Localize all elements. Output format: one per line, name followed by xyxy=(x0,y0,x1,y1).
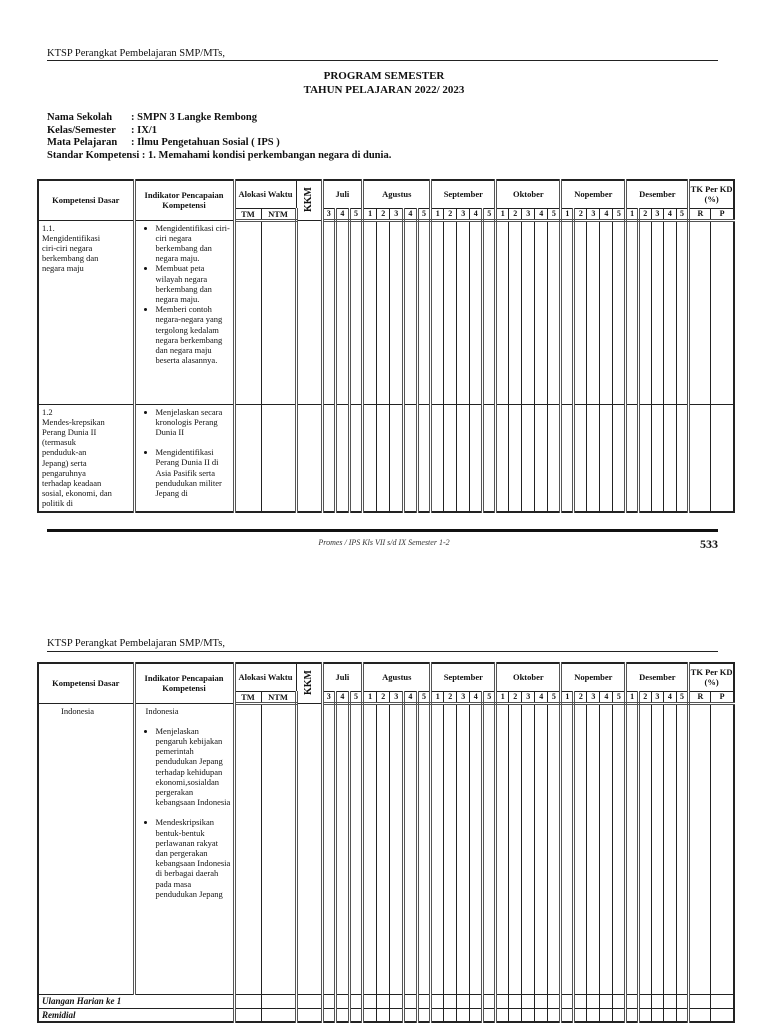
header-p: P xyxy=(711,691,734,703)
week-okt-4: 4 xyxy=(535,208,548,220)
week-sep-3: 3 xyxy=(457,208,470,220)
footer-rule xyxy=(47,529,718,532)
week-des-4: 4 xyxy=(664,691,677,703)
kd-cell: 1.1.Mengidentifikasi ciri-ciri negara berkembang dan negara maju xyxy=(38,220,134,404)
week-nop-1: 1 xyxy=(561,208,574,220)
week-des-3: 3 xyxy=(651,691,664,703)
week-okt-4: 4 xyxy=(535,691,548,703)
week-nop-1: 1 xyxy=(561,691,574,703)
header-p: P xyxy=(711,208,734,220)
running-head-page2: KTSP Perangkat Pembelajaran SMP/MTs, xyxy=(47,638,225,649)
week-agu-3: 3 xyxy=(390,208,404,220)
week-agu-5: 5 xyxy=(417,208,431,220)
header-rule xyxy=(47,60,718,61)
header-indikator: Indikator Pencapaian Kompetensi xyxy=(134,663,234,703)
header-ntm: NTM xyxy=(261,691,296,703)
week-okt-3: 3 xyxy=(522,691,535,703)
week-nop-5: 5 xyxy=(613,208,626,220)
document-meta xyxy=(47,112,391,162)
week-des-5: 5 xyxy=(676,208,689,220)
week-agu-2: 2 xyxy=(376,691,390,703)
week-agu-3: 3 xyxy=(390,691,404,703)
week-sep-5: 5 xyxy=(483,691,496,703)
header-month-september: September xyxy=(431,663,496,691)
header-indikator: Indikator Pencapaian Kompetensi xyxy=(134,180,234,220)
week-juli-4: 4 xyxy=(336,208,350,220)
header-month-juli: Juli xyxy=(322,663,363,691)
program-semester-table-page2 xyxy=(37,662,735,1023)
week-okt-5: 5 xyxy=(548,691,561,703)
meta-class: Kelas/Semester : IX/1 xyxy=(47,124,157,136)
week-nop-4: 4 xyxy=(600,691,613,703)
indikator-item: • Menjelaskan secara kronologis Perang Dunia II xyxy=(156,407,231,438)
header-tk-per-kd: TK Per KD (%) xyxy=(689,663,734,691)
table-row xyxy=(38,703,734,994)
week-des-4: 4 xyxy=(664,208,677,220)
indikator-continuation: Indonesia xyxy=(145,705,179,716)
week-des-2: 2 xyxy=(638,691,651,703)
week-sep-5: 5 xyxy=(483,208,496,220)
week-agu-1: 1 xyxy=(363,208,377,220)
indikator-item: • Memberi contoh negara-negara yang tergolong kedalam negara berkembang dan negara maju beserta alasannya. xyxy=(156,304,231,365)
week-okt-1: 1 xyxy=(496,691,509,703)
page-number: 533 xyxy=(700,537,718,551)
header-month-nopember: Nopember xyxy=(561,663,626,691)
meta-standard: Standar Kompetensi : 1. Memahami kondisi perkembangan negara di dunia. xyxy=(47,149,392,161)
header-kkm: KKM xyxy=(296,663,322,703)
week-sep-2: 2 xyxy=(444,691,457,703)
week-agu-2: 2 xyxy=(376,208,390,220)
indikator-item: • Mengidentifikasi ciri-ciri negara berkembang dan negara maju. xyxy=(156,223,231,264)
week-sep-1: 1 xyxy=(431,208,444,220)
header-tm: TM xyxy=(234,208,261,220)
week-nop-3: 3 xyxy=(587,208,600,220)
week-juli-3: 3 xyxy=(322,208,336,220)
week-sep-2: 2 xyxy=(444,208,457,220)
week-nop-4: 4 xyxy=(600,208,613,220)
kd-cell: 1.2Mendes-krepsikan Perang Dunia II (termasuk penduduk-an Jepang) serta pengaruhnya terhadap keadaan sosial, ekonomi, dan politik di xyxy=(38,404,134,512)
indikator-item: • Menjelaskan pengaruh kebijakan pemerintah pendudukan Jepang terhadap kehidupan ekonomi,sosialdan pergerakan kebangsaan Indonesia xyxy=(156,726,231,808)
header-kompetensi-dasar: Kompetensi Dasar xyxy=(38,180,134,220)
header-month-nopember: Nopember xyxy=(561,180,626,208)
week-juli-4: 4 xyxy=(336,691,350,703)
header-month-oktober: Oktober xyxy=(496,663,561,691)
week-des-1: 1 xyxy=(626,208,639,220)
indikator-cell xyxy=(134,404,234,512)
week-agu-5: 5 xyxy=(417,691,431,703)
week-juli-5: 5 xyxy=(349,691,363,703)
week-okt-5: 5 xyxy=(548,208,561,220)
kd-cell: Indonesia xyxy=(38,703,134,994)
indikator-cell xyxy=(134,220,234,404)
header-r: R xyxy=(689,208,711,220)
ulangan-harian-label: Ulangan Harian ke 1 xyxy=(38,994,234,1008)
indikator-cell xyxy=(134,703,234,994)
week-nop-2: 2 xyxy=(574,691,587,703)
document-subtitle: TAHUN PELAJARAN 2022/ 2023 xyxy=(303,84,465,96)
header-rule-page2 xyxy=(47,651,718,652)
header-tm: TM xyxy=(234,691,261,703)
week-nop-2: 2 xyxy=(574,208,587,220)
indikator-item: • Mengidentifikasi Perang Dunia II di Asia Pasifik serta pendudukan militer Jepang di xyxy=(156,447,231,498)
week-des-3: 3 xyxy=(651,208,664,220)
header-month-agustus: Agustus xyxy=(363,180,431,208)
table-row-ulangan-harian xyxy=(38,994,734,1008)
table-row-remidial xyxy=(38,1008,734,1022)
week-des-2: 2 xyxy=(638,208,651,220)
week-okt-2: 2 xyxy=(509,691,522,703)
week-sep-4: 4 xyxy=(470,208,483,220)
week-nop-5: 5 xyxy=(613,691,626,703)
header-kompetensi-dasar: Kompetensi Dasar xyxy=(38,663,134,703)
week-des-5: 5 xyxy=(676,691,689,703)
table-row xyxy=(38,404,734,512)
header-month-juli: Juli xyxy=(322,180,363,208)
running-head: KTSP Perangkat Pembelajaran SMP/MTs, xyxy=(47,48,225,59)
week-agu-4: 4 xyxy=(404,208,418,220)
indikator-item: • Mendeskripsikan bentuk-bentuk perlawanan rakyat dan pergerakan kebangsaan Indonesia di berbagai daerah pada masa pendudukan Jepang xyxy=(156,817,231,899)
week-okt-3: 3 xyxy=(522,208,535,220)
header-month-september: September xyxy=(431,180,496,208)
week-juli-3: 3 xyxy=(322,691,336,703)
week-agu-1: 1 xyxy=(363,691,377,703)
header-month-desember: Desember xyxy=(626,663,689,691)
header-alokasi-waktu: Alokasi Waktu xyxy=(234,663,296,691)
table-row xyxy=(38,220,734,404)
week-agu-4: 4 xyxy=(404,691,418,703)
meta-school: Nama Sekolah : SMPN 3 Langke Rembong xyxy=(47,112,258,123)
remidial-label: Remidial xyxy=(38,1008,234,1022)
program-semester-table-page1 xyxy=(37,179,735,513)
week-sep-4: 4 xyxy=(470,691,483,703)
header-kkm: KKM xyxy=(296,180,322,220)
header-alokasi-waktu: Alokasi Waktu xyxy=(234,180,296,208)
indikator-item: • Membuat peta wilayah negara berkembang dan negara maju. xyxy=(156,263,231,304)
week-nop-3: 3 xyxy=(587,691,600,703)
document-title: PROGRAM SEMESTER xyxy=(323,70,445,82)
week-sep-1: 1 xyxy=(431,691,444,703)
header-r: R xyxy=(689,691,711,703)
week-juli-5: 5 xyxy=(349,208,363,220)
week-okt-1: 1 xyxy=(496,208,509,220)
footer-text: Promes / IPS Kls VII s/d IX Semester 1-2 xyxy=(318,538,450,547)
header-ntm: NTM xyxy=(261,208,296,220)
week-okt-2: 2 xyxy=(509,208,522,220)
header-month-agustus: Agustus xyxy=(363,663,431,691)
week-sep-3: 3 xyxy=(457,691,470,703)
header-month-desember: Desember xyxy=(626,180,689,208)
header-tk-per-kd: TK Per KD (%) xyxy=(689,180,734,208)
week-des-1: 1 xyxy=(626,691,639,703)
header-month-oktober: Oktober xyxy=(496,180,561,208)
meta-subject: Mata Pelajaran : Ilmu Pengetahuan Sosial ( IPS ) xyxy=(47,137,280,148)
